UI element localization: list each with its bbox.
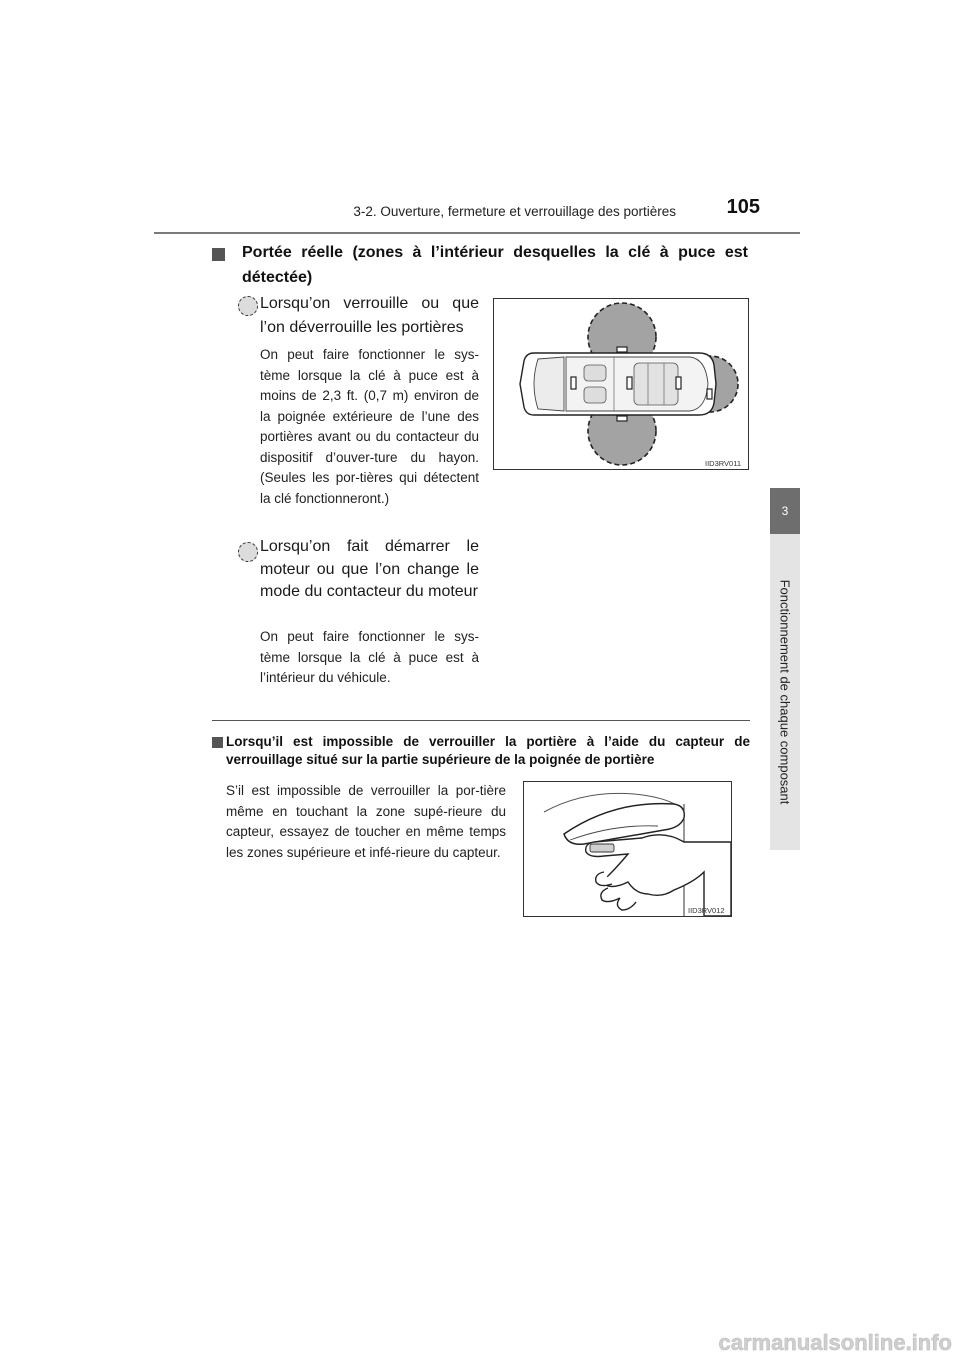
chapter-tab-number: 3 [770,488,800,534]
item-body-locking: On peut faire fonctionner le sys-tème lorsque la clé à puce est à moins de 2,3 ft. (0,7 m) environ de la poignée extérieure de l’une des portières avant ou du contacteur du dispositif d’ouver-ture du hayon. (Seules les por-tières qui détectent la clé fonctionneront.) [260,347,479,506]
note-heading: Lorsqu’il est impossible de verrouiller la portière à l’aide du capteur de verrouillage situé sur la partie supérieure de la poignée de portière [226,734,750,767]
header-rule [154,232,800,234]
dashed-circle-icon [238,542,258,562]
detection-range-figure [493,298,749,470]
item-body-engine: On peut faire fonctionner le sys-tème lorsque la clé à puce est à l’intérieur du véhicule. [260,629,479,685]
item-title-locking [260,292,479,340]
section-square-marker-icon [212,248,225,261]
page-number: 105 [726,196,760,218]
car-top-view-icon [520,353,716,415]
item-title-line1: Lorsqu’on verrouille ou que [260,295,479,312]
door-handle-figure [523,781,732,917]
car-detection-zones-illustration [494,299,748,469]
note-body: S’il est impossible de verrouiller la por-tière même en touchant la zone supé-rieure du capteur, essayez de toucher en même temps les zones supérieure et infé-rieure du capteur. [226,783,506,860]
hand-touching-door-handle-illustration [524,782,731,916]
note-square-marker-icon [212,737,223,748]
section-heading: Portée réelle (zones à l’intérieur desquelles la clé à puce est détectée) [242,244,748,286]
running-header-section-title: 3-2. Ouverture, fermeture et verrouillage des portières [353,204,676,219]
figure-code: IID3RV012 [688,906,725,915]
watermark-logo-icon [660,1326,960,1358]
svg-text:carmanualsonline.info: carmanualsonline.info [718,1330,952,1355]
section-divider [212,720,750,721]
watermark-logo [660,1326,960,1358]
lock-sensor-icon [590,844,614,852]
figure-code: IID3RV011 [705,459,741,468]
item-title-line2: l’on déverrouille les portières [260,319,464,336]
item-title-engine: Lorsqu’on fait démarrer le moteur ou que l’on change le mode du contacteur du moteur [260,538,479,600]
chapter-tab-label [770,534,800,850]
dashed-circle-icon [238,296,258,316]
chapter-tab-title: Fonctionnement de chaque composant [777,579,793,805]
